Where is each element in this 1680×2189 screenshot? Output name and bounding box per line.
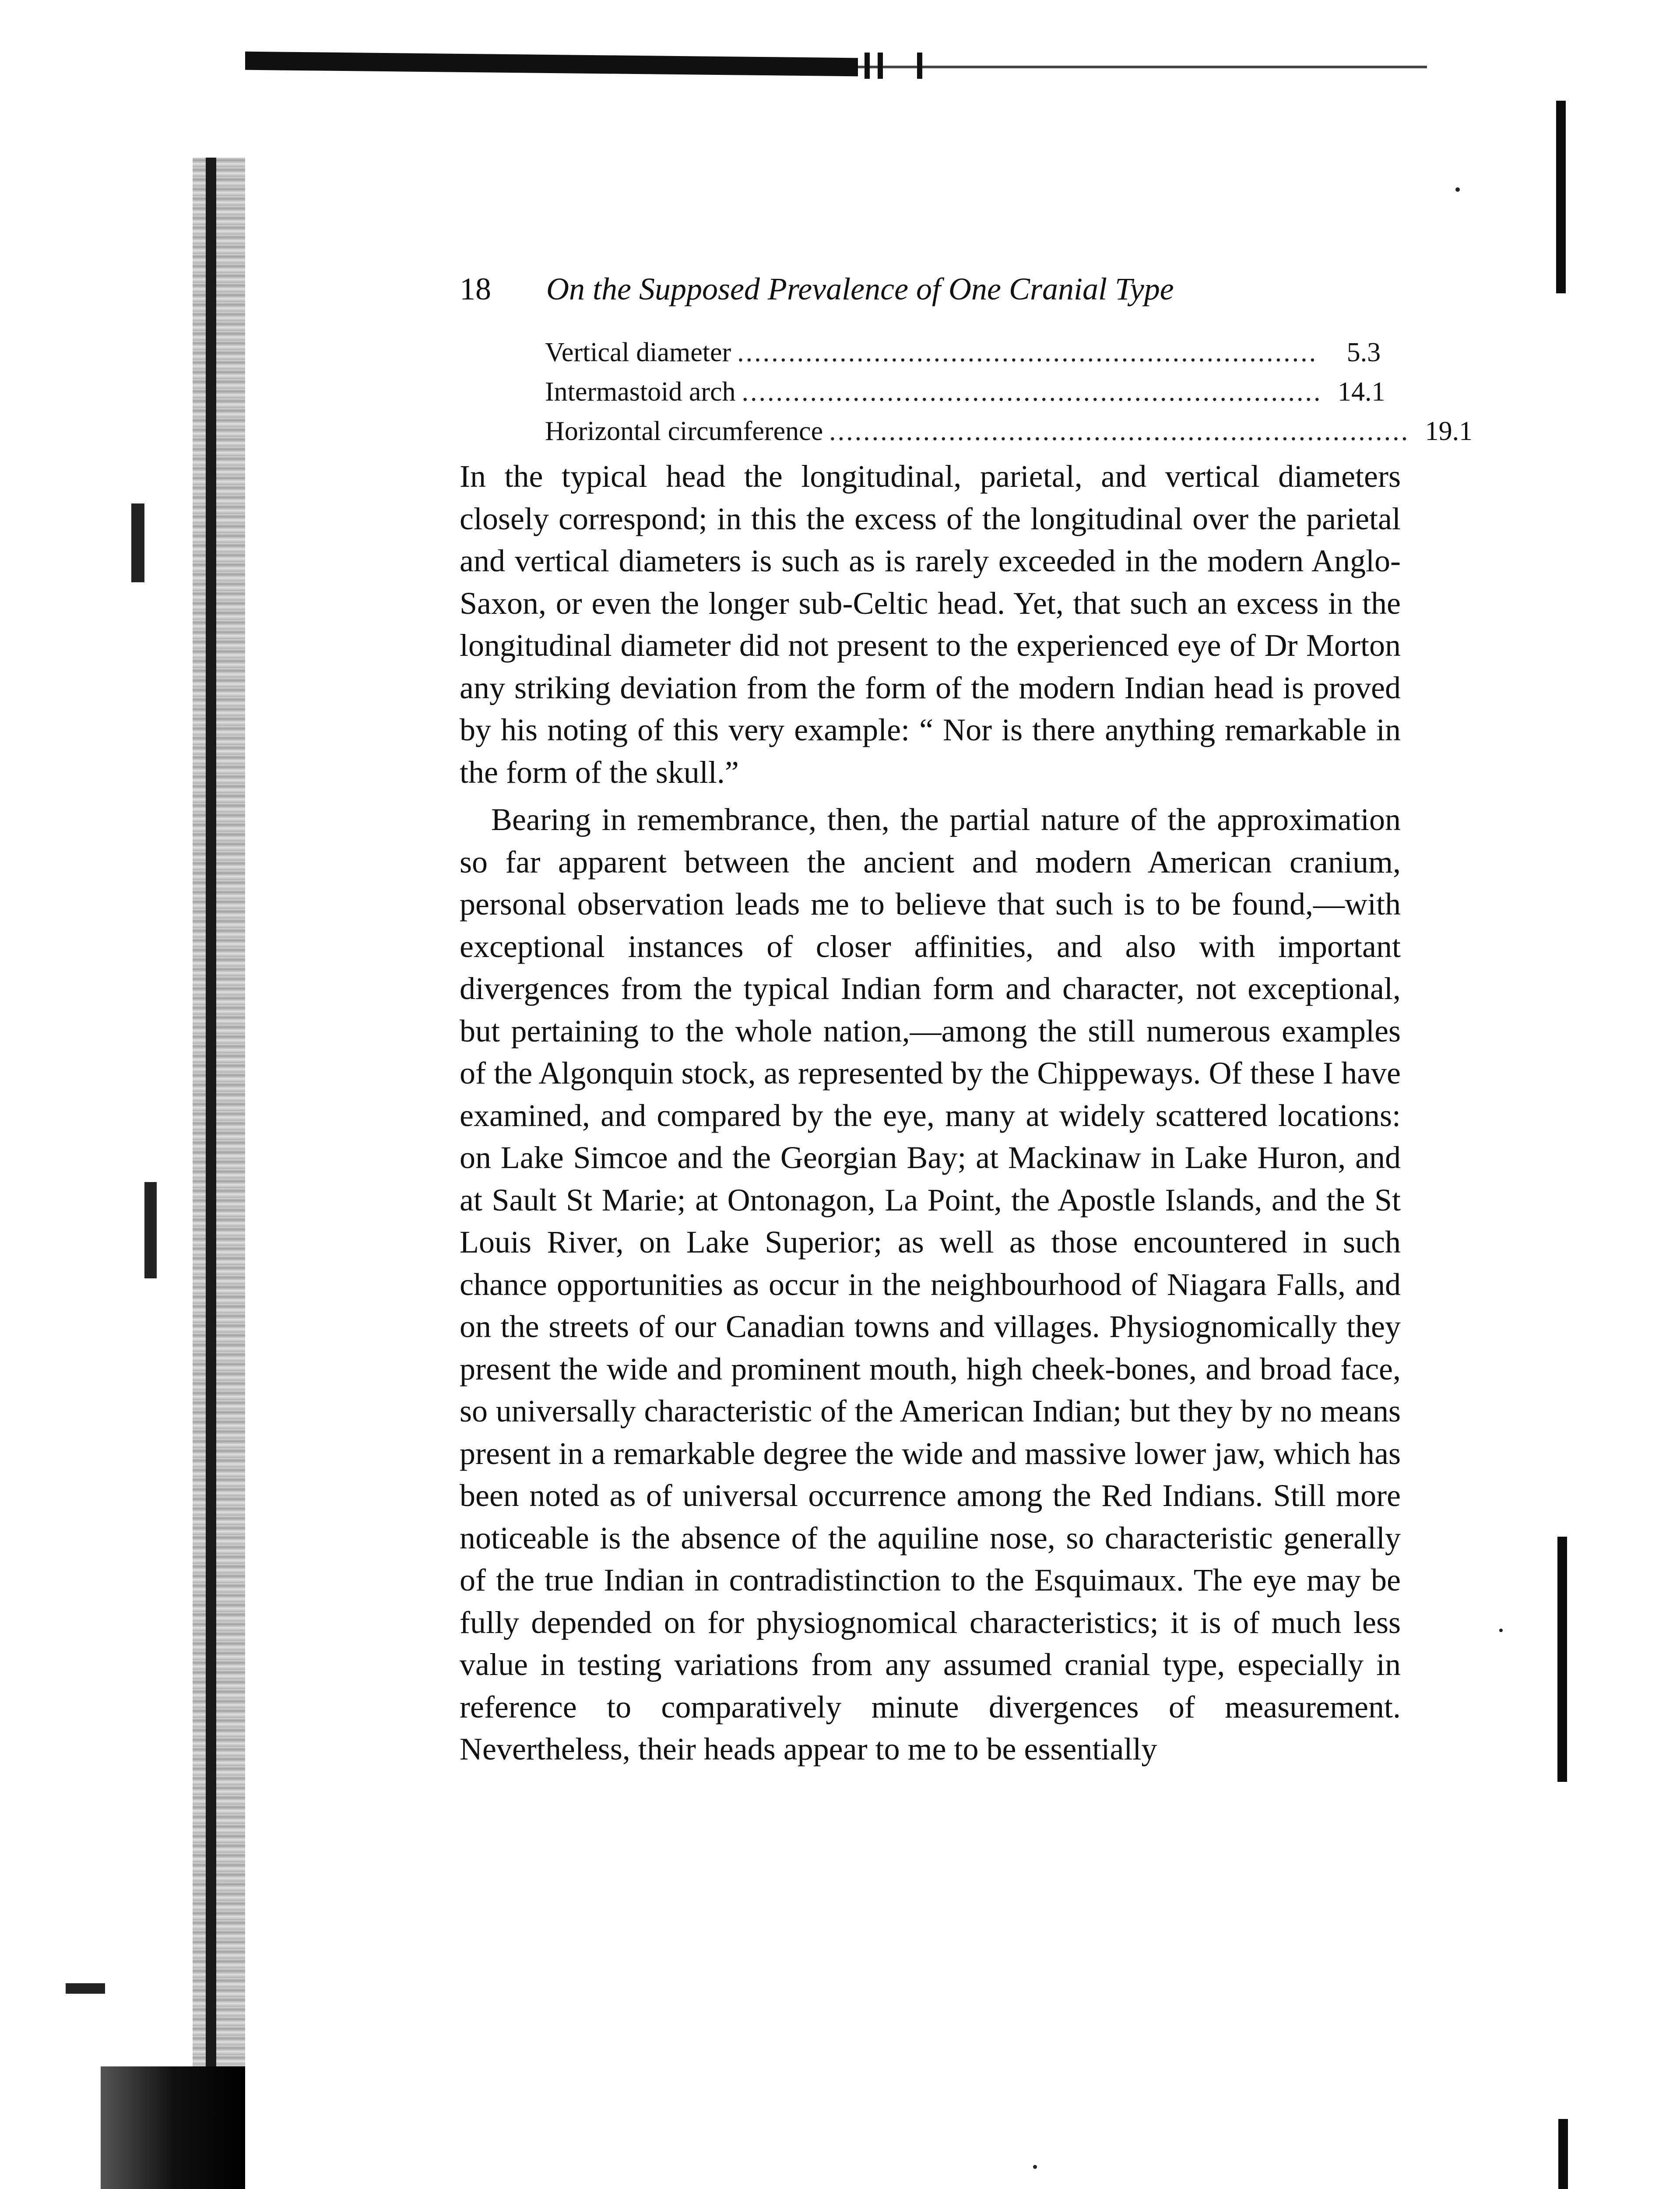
scan-left-binding — [193, 158, 245, 2084]
scan-top-shadow — [245, 52, 858, 77]
scan-right-edge — [1557, 1537, 1567, 1782]
measurement-row — [545, 412, 1473, 451]
scan-right-edge — [1558, 2119, 1568, 2189]
scan-top-line — [858, 66, 1427, 68]
paragraph: Bearing in remembrance, then, the partial nature of the approximation so far apparent between the ancient and modern American cranium, personal observation leads me to believe that such is to be found,—with exceptional instances of closer affinities, and also with important divergences from the typical Indian form and character, not exceptional, but pertaining to the whole nation,—among the still numerous examples of the Algonquin stock, as represented by the Chippeways. Of these I have examined, and compared by the eye, many at widely scattered locations: on Lake Simcoe and the Georgian Bay; at Mackinaw in Lake Huron, and at Sault St Marie; at Ontonagon, La Point, the Apostle Islands, and the St Louis River, on Lake Superior; as well as those encountered in such chance opportunities as occur in the neighbourhood of Niagara Falls, and on the streets of our Canadian towns and villages. Physiognomically they present the wide and prominent mouth, high cheek-bones, and broad face, so universally characteristic of the American Indian; but they by no means present in a remarkable degree the wide and massive lower jaw, which has been noted as of universal occurrence among the Red Indians. Still more noticeable is the absence of the aquiline nose, so characteristic generally of the true Indian in contradistinction to the Esquimaux. The eye may be fully depended on for physiognomical characteristics; it is of much less value in testing variations from any assumed cranial type, especially in reference to comparatively minute divergences of measurement. Nevertheless, their heads appear to me to be essentially — [460, 802, 1401, 1767]
scan-left-binding-line — [206, 158, 216, 2084]
running-title: On the Supposed Prevalence of One Cranial Type — [546, 271, 1174, 306]
leader-dots: .................................................................... — [737, 338, 1318, 367]
body-text — [460, 455, 1401, 1776]
scan-left-fragment — [131, 503, 144, 582]
leader-dots: .................................................................... — [829, 416, 1410, 446]
page-number: 18 — [460, 271, 491, 306]
measurement-value: 14.1 — [1338, 377, 1385, 407]
scan-top-tick — [865, 53, 870, 79]
scan-top-tick — [878, 53, 883, 79]
measurement-row — [545, 372, 1385, 412]
measurement-table — [545, 333, 1473, 451]
measurement-label: Vertical diameter — [545, 338, 731, 367]
scan-left-dark-block — [101, 2066, 245, 2189]
paragraph: In the typical head the longitudinal, parietal, and vertical diameters closely correspond; in this the excess of the longitudinal over the parietal and vertical diameters is such as is rarely exceeded in the modern Anglo-Saxon, or even the longer sub-Celtic head. Yet, that such an excess in the longitudinal diameter did not present to the experienced eye of Dr Morton any striking deviation from the form of the modern Indian head is proved by his noting of this very example: “ Nor is there anything remarkable in the form of the skull.” — [460, 459, 1401, 790]
measurement-value: 19.1 — [1425, 416, 1473, 446]
scan-speck — [1455, 187, 1460, 192]
measurement-label: Horizontal circumference — [545, 416, 823, 446]
leader-dots: .................................................................... — [742, 377, 1322, 407]
scan-speck — [1499, 1629, 1503, 1632]
scan-right-edge — [1556, 101, 1566, 293]
page-header — [460, 265, 1401, 313]
measurement-row — [545, 333, 1381, 372]
measurement-label: Intermastoid arch — [545, 377, 736, 407]
scan-top-tick — [917, 53, 922, 79]
scan-left-fragment — [144, 1182, 157, 1278]
scan-speck — [1033, 2165, 1037, 2169]
measurement-value: 5.3 — [1346, 338, 1381, 367]
scan-left-fragment — [66, 1983, 105, 1994]
